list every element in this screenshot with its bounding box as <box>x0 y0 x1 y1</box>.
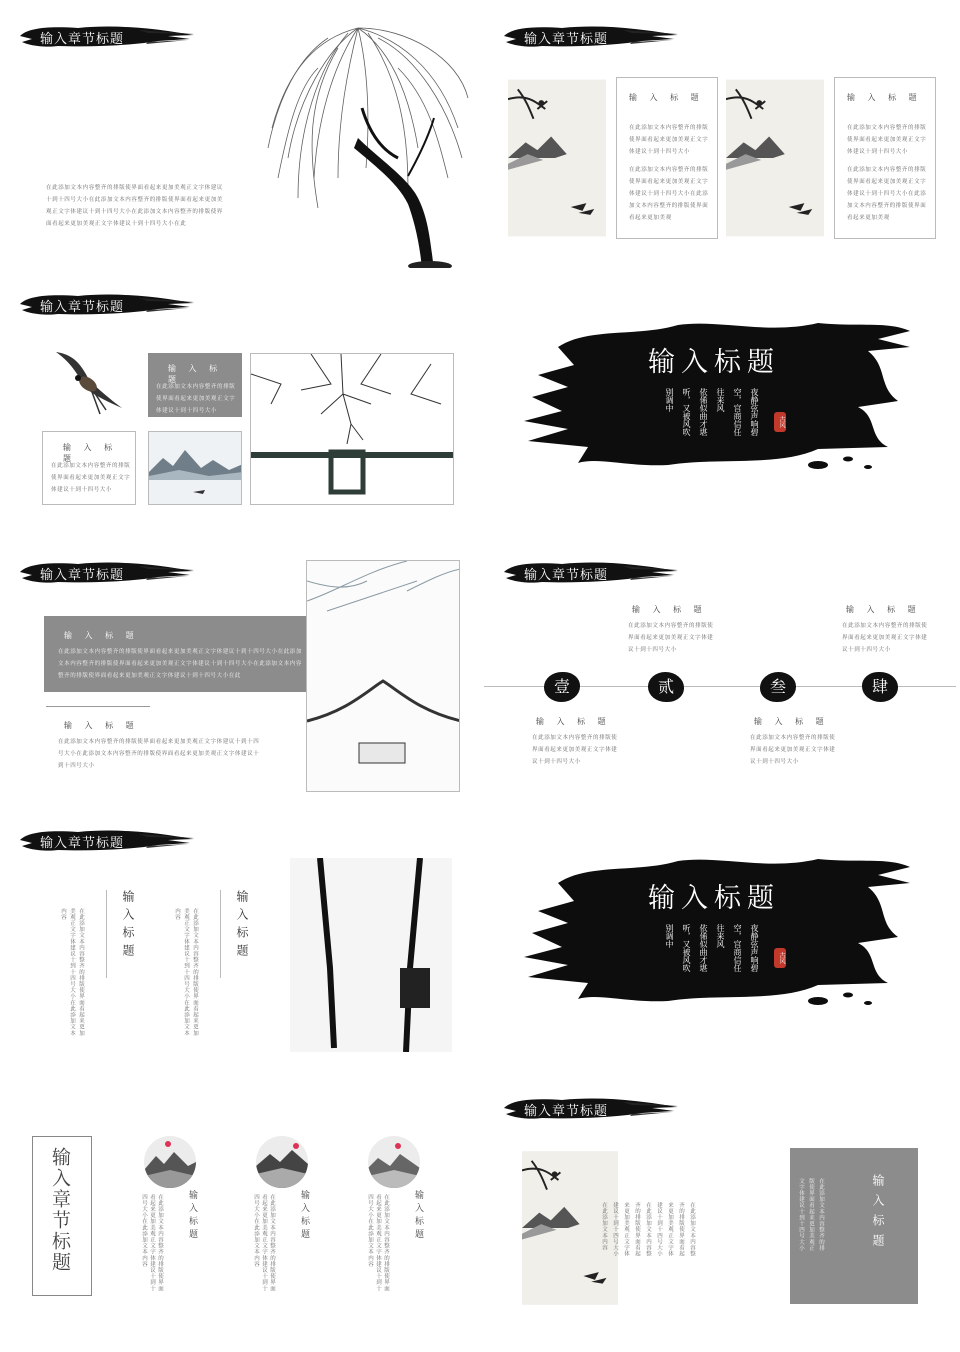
column-text: 在此添加文本内容整齐的排版使界面看起来更加美观正文字体建议十到十四号大小在此添加文本内容 <box>174 908 198 1037</box>
body-text: 在此添加文本内容整齐的排版使界面看起来更加美观正文字体建议十到十四号大小在此添加文本内容整齐的排版使界面看起来更加美观正文字体建议十到十四号大小在此添加文本内容整齐的排版使界面看起来更加美观正文字体建议十到十四号大小在此 <box>46 185 223 227</box>
poem-line: 听，又被风吹 <box>682 924 691 972</box>
poem-line: 别调中 <box>665 388 674 412</box>
card-text: 在此添加文本内容整齐的排版使界面看起来更加美观正文字体建议十到十四号大小在此添加文本内容整齐的排版使界面看起来更加美观正文字体建议十到十四号大小在此添加文本内容整齐的排版使界面看起来更加美观正文字体建议十到十四号大小在此 <box>58 649 303 679</box>
section-header-label: 输入章节标题 <box>524 568 609 583</box>
item-title: 输 入 标 题 <box>536 717 611 726</box>
step-badge: 肆 <box>862 672 898 702</box>
card-title: 输 入 标 题 <box>847 93 922 102</box>
section-header-label: 输入章节标题 <box>40 836 125 851</box>
card-title: 输入标题 <box>871 1174 885 1254</box>
card-text-2: 在此添加文本内容整齐的排版使界面看起来更加美观正文字体建议十到十四号大小在此添加文本内容整齐的排版使界面看起来更加美观 <box>847 167 927 221</box>
divider <box>46 706 150 707</box>
item-text: 在此添加文本内容整齐的排版使界面看起来更加美观正文字体建议十到十四号大小在此添加文本内容 <box>141 1194 163 1292</box>
section-header <box>502 558 678 588</box>
ink-mountain-circle-image <box>256 1136 308 1188</box>
card-text: 在此添加文本内容整齐的排版使界面看起来更加美观正文字体建议十到十四号大小 <box>156 384 236 414</box>
slide-title: 输入标题 <box>648 883 780 914</box>
poem-line: 空，宫商信任 <box>733 924 742 972</box>
grey-text-card <box>790 1148 918 1304</box>
card-title: 输 入 标 题 <box>168 364 223 384</box>
section-header-label: 输入章节标题 <box>524 1104 609 1119</box>
divider <box>220 890 221 978</box>
step-badge: 叁 <box>760 672 796 702</box>
slide-1 <box>0 0 472 268</box>
poem <box>664 924 760 972</box>
poem <box>664 388 760 436</box>
item-text: 在此添加文本内容整齐的排版使界面看起来更加美观正文字体建议十到十四号大小 <box>750 735 836 765</box>
poem-line: 听，又被风吹 <box>682 388 691 436</box>
text-card <box>42 431 136 505</box>
card-text-2: 在此添加文本内容整齐的排版使界面看起来更加美观正文字体建议十到十四号大小在此添加文本内容整齐的排版使界面看起来更加美观 <box>629 167 709 221</box>
card-title: 输 入 标 题 <box>629 93 704 102</box>
willow-tree-image <box>258 8 472 268</box>
slide-2 <box>484 0 956 268</box>
poem-line: 夜静弦声响碧 <box>750 924 759 972</box>
section-header-label: 输入章节标题 <box>40 32 125 47</box>
ink-landscape-image <box>726 77 824 239</box>
poem-line: 依俙似曲才堪 <box>699 924 708 972</box>
ink-mountain-circle-image <box>368 1136 420 1188</box>
item-title: 输 入 标 题 <box>632 605 707 614</box>
grey-text-card <box>148 353 242 417</box>
snow-tree-roof-image <box>306 560 460 792</box>
slide-title: 输入标题 <box>648 347 780 378</box>
red-seal-stamp: 古风 <box>774 412 786 432</box>
slide-4 <box>484 268 956 536</box>
poem-line: 往来风 <box>716 388 725 412</box>
lake-landscape-image <box>148 431 242 505</box>
section-title-box <box>32 1136 92 1296</box>
divider <box>106 890 107 978</box>
slide-6 <box>484 536 956 804</box>
item-title: 输入标题 <box>187 1190 197 1242</box>
ink-mountain-circle-image <box>144 1136 196 1188</box>
branches-wall-image <box>250 353 454 505</box>
card-text: 在此添加文本内容整齐的排版使界面看起来更加美观正文字体建议十到十四号大小 <box>51 463 131 493</box>
slide-10 <box>484 1072 956 1340</box>
poem-line: 依俙似曲才堪 <box>699 388 708 436</box>
red-seal-stamp: 古风 <box>774 948 786 968</box>
card-text: 在此添加文本内容整齐的排版使界面看起来更加美观正文字体建议十到十四号大小 <box>847 125 927 155</box>
poem-line: 夜静弦声响碧 <box>750 388 759 436</box>
section-header-label: 输入章节标题 <box>40 300 125 315</box>
step-badge: 贰 <box>648 672 684 702</box>
section-header <box>502 22 678 52</box>
slide-3 <box>0 268 472 536</box>
section-header-label: 输入章节标题 <box>524 32 609 47</box>
column-text: 在此添加文本内容整齐的排版使界面看起来更加美观正文字体建议十到十四号大小在此添加文本内容 <box>60 908 84 1037</box>
item-text: 在此添加文本内容整齐的排版使界面看起来更加美观正文字体建议十到十四号大小在此添加文本内容 <box>367 1194 389 1292</box>
ink-landscape-image <box>508 77 606 239</box>
item-text: 在此添加文本内容整齐的排版使界面看起来更加美观正文字体建议十到十四号大小 <box>842 623 928 653</box>
slide-5 <box>0 536 472 804</box>
poem-line: 别调中 <box>665 924 674 948</box>
item-title: 输 入 标 题 <box>846 605 921 614</box>
slide-7 <box>0 804 472 1072</box>
body-text: 在此添加文本内容整齐的排版使界面看起来更加美观正文字体建议十到十四号大小在此添加文本内容整齐的排版使界面看起来更加美观正文字体建议十到十四号大小在此添加文本内容 <box>601 1202 695 1257</box>
section-header <box>18 22 194 52</box>
item-title: 输入标题 <box>413 1190 423 1242</box>
section-title: 输 入 标 题 <box>64 721 139 730</box>
item-text: 在此添加文本内容整齐的排版使界面看起来更加美观正文字体建议十到十四号大小 <box>532 735 618 765</box>
section-header <box>502 1094 678 1124</box>
column-title: 输入标题 <box>235 890 249 962</box>
swallow-bird-icon <box>48 348 128 418</box>
text-card <box>616 77 718 239</box>
section-title: 输入章节标题 <box>49 1147 71 1273</box>
step-badge: 壹 <box>544 672 580 702</box>
poem-line: 空，宫商信任 <box>733 388 742 436</box>
slide-8 <box>484 804 956 1072</box>
card-title: 输 入 标 题 <box>64 631 139 640</box>
item-text: 在此添加文本内容整齐的排版使界面看起来更加美观正文字体建议十到十四号大小 <box>628 623 714 653</box>
poem-line: 往来风 <box>716 924 725 948</box>
text-card <box>834 77 936 239</box>
section-header-label: 输入章节标题 <box>40 568 125 583</box>
wall-eaves-image <box>290 858 452 1052</box>
grey-text-card <box>44 616 320 692</box>
section-header <box>18 826 194 856</box>
item-text: 在此添加文本内容整齐的排版使界面看起来更加美观正文字体建议十到十四号大小在此添加文本内容 <box>253 1194 275 1292</box>
slide-9 <box>0 1072 472 1340</box>
card-text: 在此添加文本内容整齐的排版使界面看起来更加美观正文字体建议十到十四号大小 <box>629 125 709 155</box>
column-title: 输入标题 <box>121 890 135 962</box>
card-title: 输 入 标 题 <box>63 443 118 463</box>
item-title: 输 入 标 题 <box>754 717 829 726</box>
section-header <box>18 558 194 588</box>
item-title: 输入标题 <box>299 1190 309 1242</box>
body-text: 在此添加文本内容整齐的排版使界面看起来更加美观正文字体建议十到十四号大小在此添加文本内容整齐的排版使界面看起来更加美观正文字体建议十到十四号大小 <box>58 739 260 769</box>
section-header <box>18 290 194 320</box>
card-text: 在此添加文本内容整齐的排版使界面看起来更加美观正文字体建议十到十四号大小 <box>798 1178 824 1252</box>
